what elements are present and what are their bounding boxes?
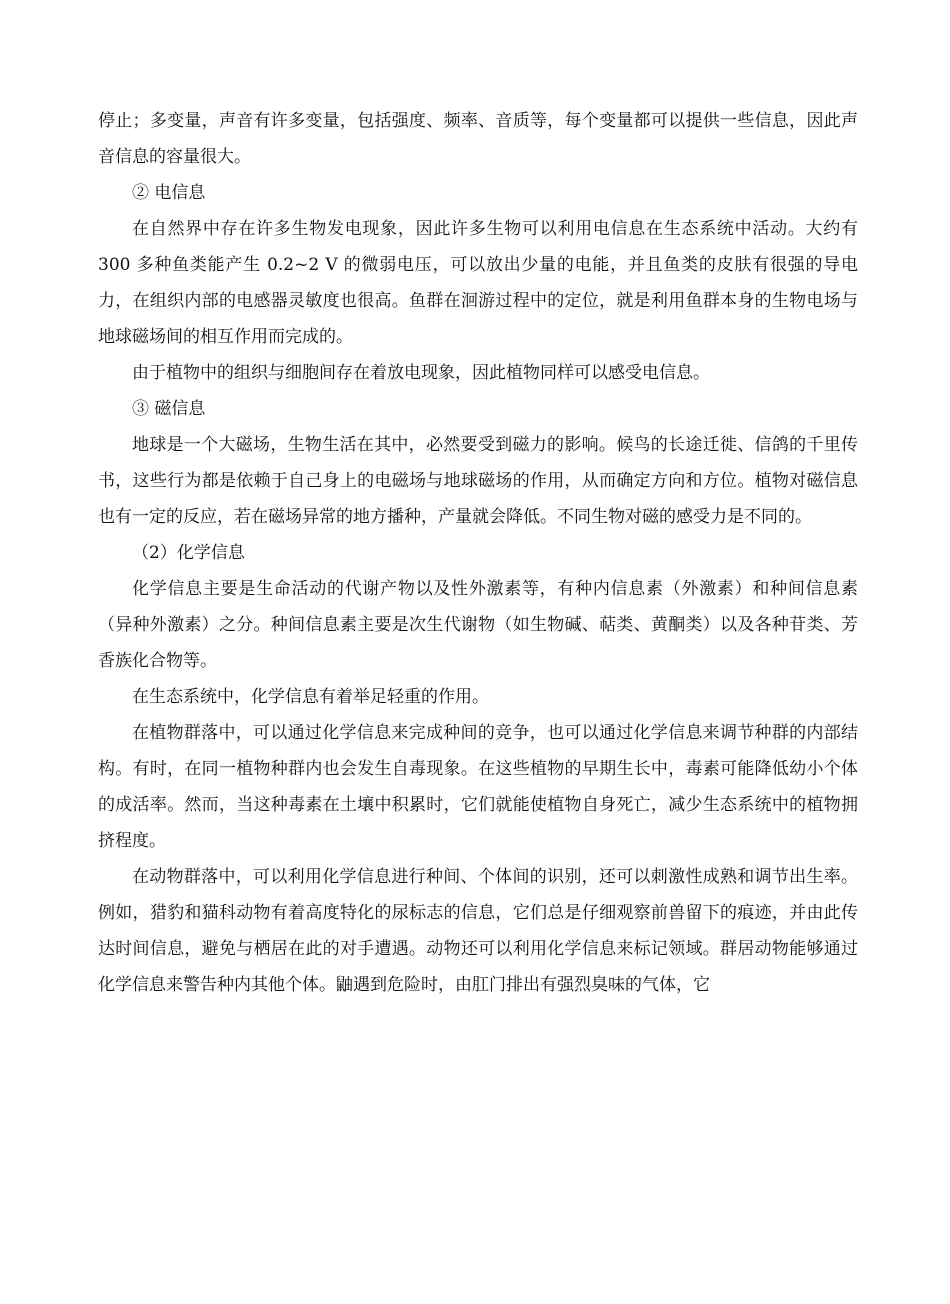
paragraph-sound-continued: 停止；多变量，声音有许多变量，包括强度、频率、音质等，每个变量都可以提供一些信息，因此声音信息的容量很大。: [98, 111, 858, 167]
paragraph-animal-community: 在动物群落中，可以利用化学信息进行种间、个体间的识别，还可以刺激性成熟和调节出生率。例如，猎豹和猫科动物有着高度特化的尿标志的信息，它们总是仔细观察前兽留下的痕迹，并由此传达时间信息，避免与栖居在此的对手遭遇。动物还可以利用化学信息来标记领域。群居动物能够通过化学信息来警告种内其他个体。鼬遇到危险时，由肛门排出有强烈臭味的气体，它: [98, 867, 858, 995]
body-text: [98, 103, 858, 1003]
paragraph-electric-plants: 由于植物中的组织与细胞间存在着放电现象，因此植物同样可以感受电信息。: [132, 363, 710, 383]
paragraph-plant-community: 在植物群落中，可以通过化学信息来完成种间的竞争，也可以通过化学信息来调节种群的内部结构。有时，在同一植物种群内也会发生自毒现象。在这些植物的早期生长中，毒素可能降低幼小个体的成活率。然而，当这种毒素在土壤中积累时，它们就能使植物自身死亡，减少生态系统中的植物拥挤程度。: [98, 723, 858, 851]
paragraph-magnetic: 地球是一个大磁场，生物生活在其中，必然要受到磁力的影响。候鸟的长途迁徙、信鸽的千里传书，这些行为都是依赖于自己身上的电磁场与地球磁场的作用，从而确定方向和方位。植物对磁信息也有一定的反应，若在磁场异常的地方播种，产量就会降低。不同生物对磁的感受力是不同的。: [98, 435, 858, 527]
paragraph-electric-fish: 在自然界中存在许多生物发电现象，因此许多生物可以利用电信息在生态系统中活动。大约有 300 多种鱼类能产生 0.2~2 V 的微弱电压，可以放出少量的电能，并且鱼类的皮肤有很强的导电力，在组织内部的电感器灵敏度也很高。鱼群在洄游过程中的定位，就是利用鱼群本身的生物电场与地球磁场间的相互作用而完成的。: [98, 219, 858, 347]
paragraph-chemical-role: 在生态系统中，化学信息有着举足轻重的作用。: [132, 687, 489, 707]
heading-chemical-info: （2）化学信息: [132, 543, 245, 563]
heading-electric-info: ② 电信息: [132, 183, 206, 203]
heading-magnetic-info: ③ 磁信息: [132, 399, 206, 419]
paragraph-chemical-definition: 化学信息主要是生命活动的代谢产物以及性外激素等，有种内信息素（外激素）和种间信息素（异种外激素）之分。种间信息素主要是次生代谢物（如生物碱、萜类、黄酮类）以及各种苷类、芳香族化合物等。: [98, 579, 858, 671]
